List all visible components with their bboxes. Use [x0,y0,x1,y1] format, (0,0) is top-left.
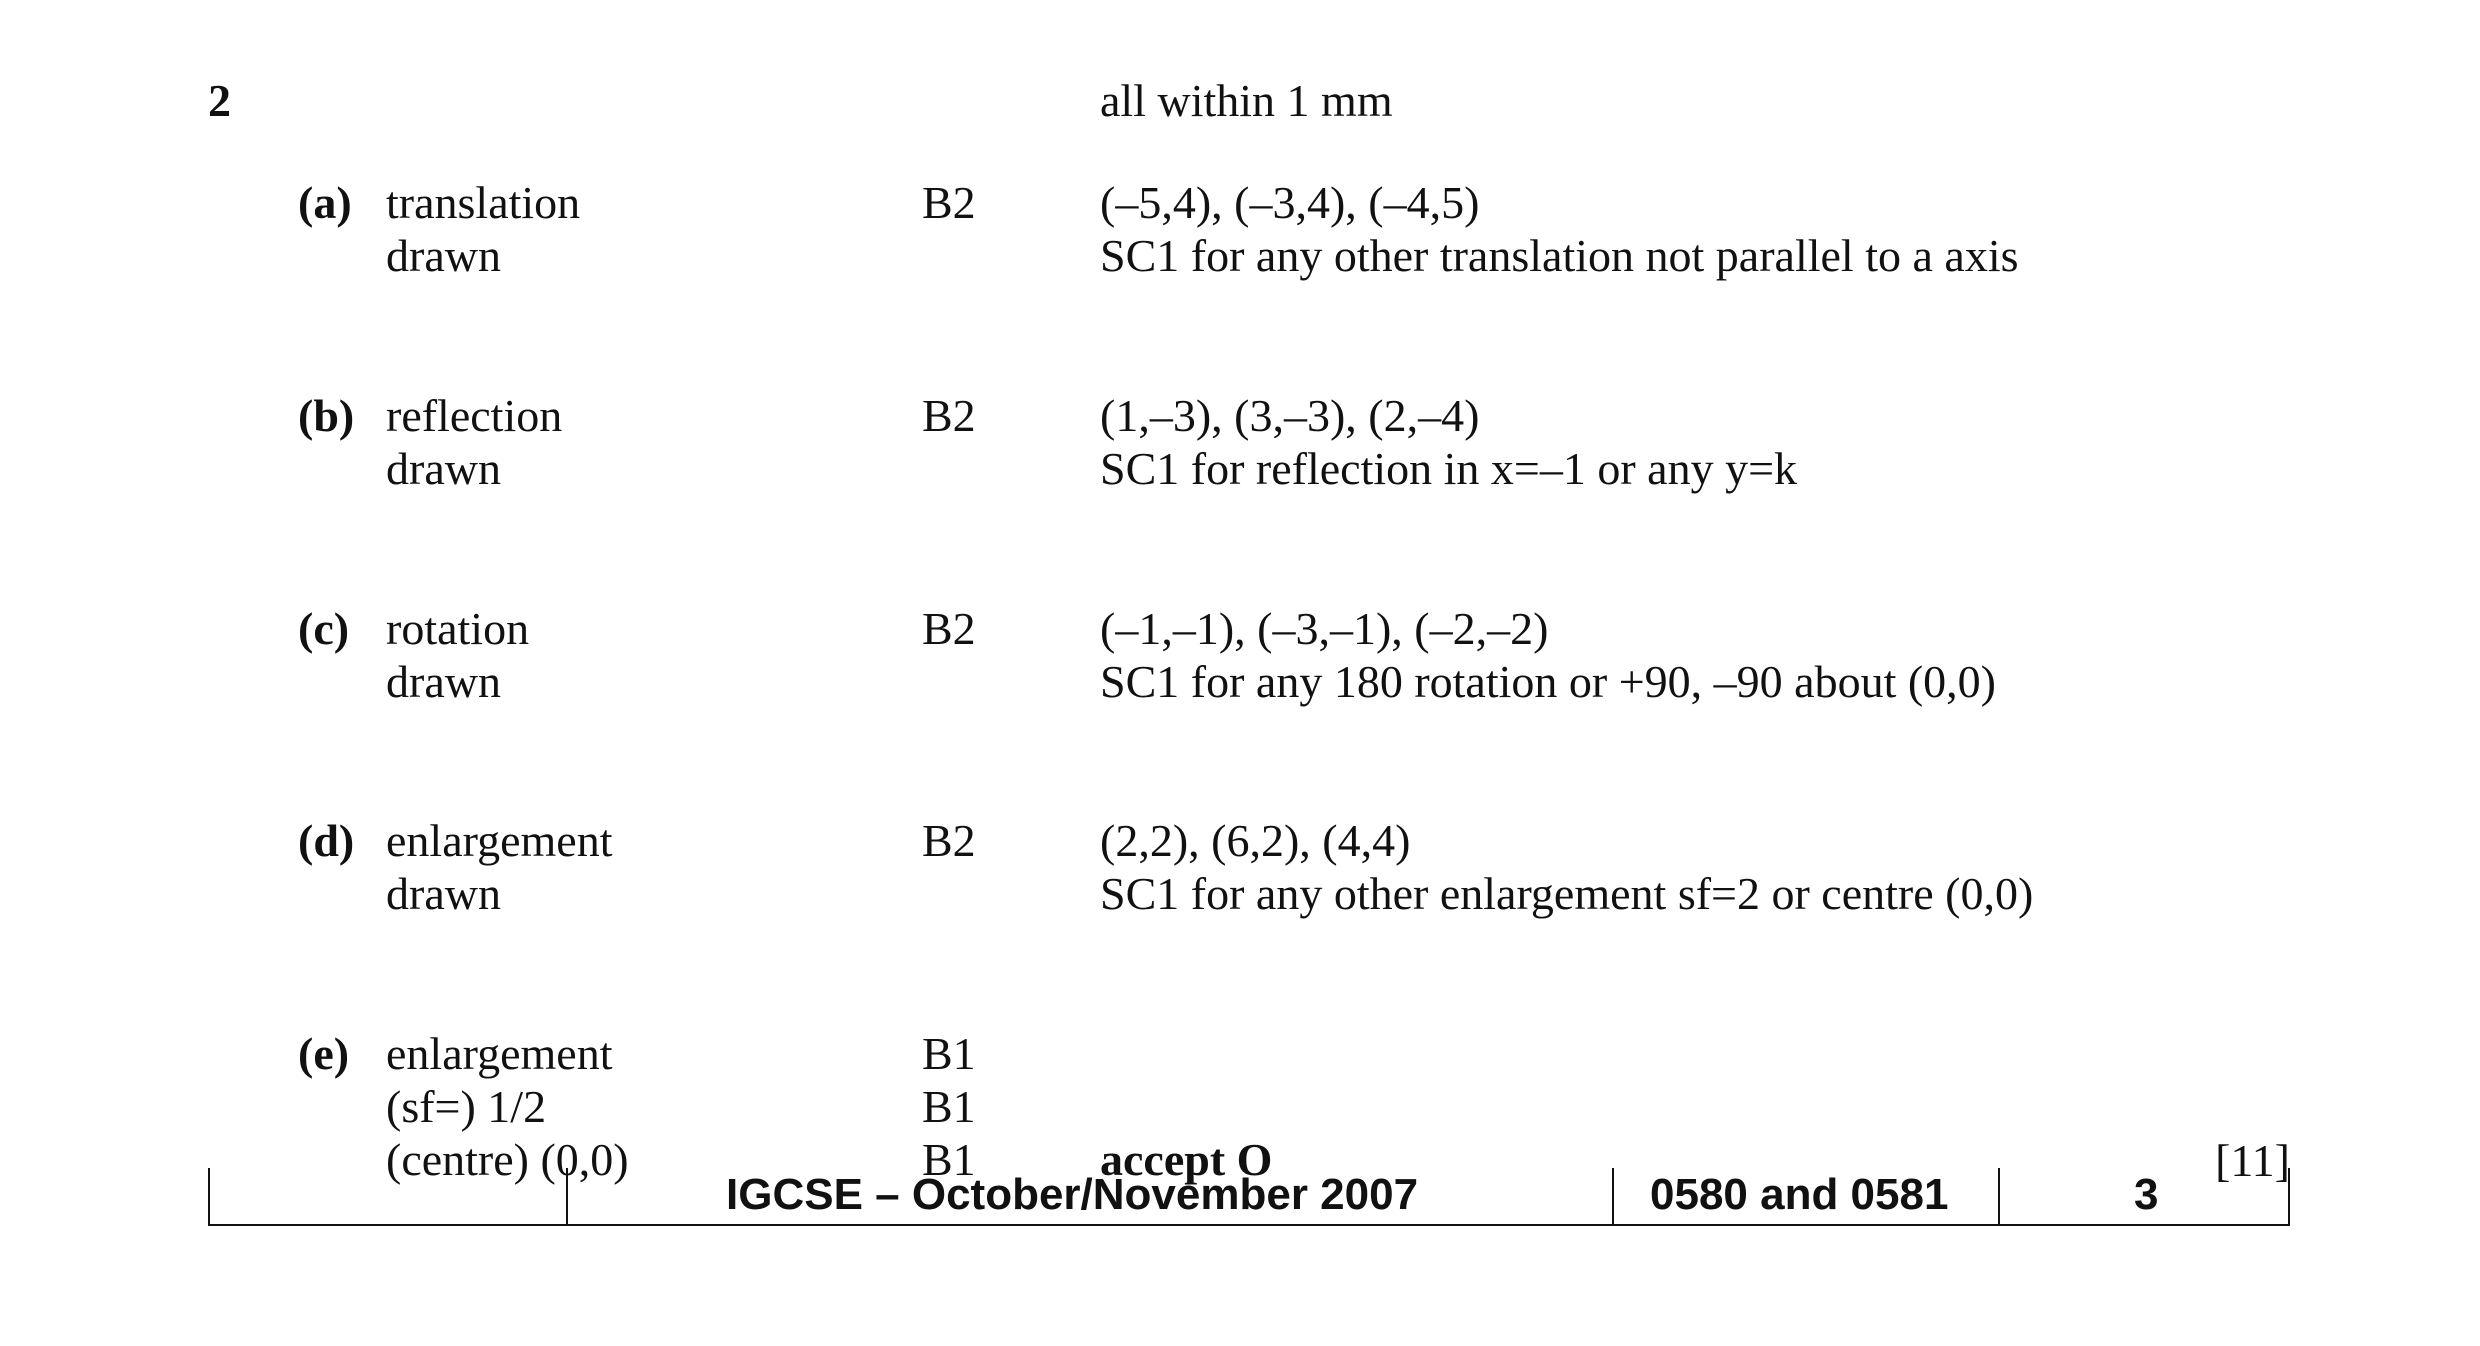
part-description [386,176,580,282]
part-marks [922,1027,976,1186]
desc-line: drawn [386,443,501,494]
part-description [386,389,562,495]
part-label: (a) [298,177,352,228]
general-note: all within 1 mm [1100,75,1393,126]
note-line: (2,2), (6,2), (4,4) [1100,815,1411,866]
desc-line: enlargement [386,1028,613,1079]
part-description [386,1027,629,1186]
desc-line: (sf=) 1/2 [386,1081,547,1132]
footer-divider [1612,1168,1614,1224]
part-marks [922,814,976,867]
footer-exam-session: IGCSE – October/November 2007 [726,1170,1419,1219]
footer-paper-number: 3 [2134,1170,2159,1219]
desc-line: translation [386,177,581,228]
mark-code: B2 [922,603,976,654]
desc-line: drawn [386,656,501,707]
desc-line: reflection [386,390,563,441]
mark-code: B1 [922,1028,976,1079]
part-marks [922,176,976,229]
desc-line: drawn [386,868,501,919]
part-notes [1100,176,2019,282]
part-notes [1100,602,1996,708]
part-notes [1100,389,1797,495]
part-marks [922,602,976,655]
part-marks [922,389,976,442]
desc-line: enlargement [386,815,613,866]
question-number: 2 [208,75,231,126]
footer-divider [1998,1168,2000,1224]
note-line: SC1 for reflection in x=–1 or any y=k [1100,443,1798,494]
desc-line: drawn [386,230,501,281]
mark-code: B2 [922,390,976,441]
footer-divider [2288,1168,2290,1224]
desc-line: rotation [386,603,530,654]
note-line: accept O [1100,1134,1273,1185]
note-line: SC1 for any other translation not parallel to a axis [1100,230,2019,281]
part-label: (e) [298,1028,350,1079]
footer-divider [208,1168,210,1224]
part-label: (c) [298,603,350,654]
mark-code: B2 [922,177,976,228]
mark-code: B1 [922,1134,976,1185]
part-description [386,602,529,708]
part-description [386,814,613,920]
footer-divider [566,1168,568,1224]
part-label: (b) [298,390,355,441]
mark-code: B2 [922,815,976,866]
mark-code: B1 [922,1081,976,1132]
part-label: (d) [298,815,355,866]
question-total-marks: [11] [2215,1135,2290,1186]
note-line: SC1 for any 180 rotation or +90, –90 about (0,0) [1100,656,1996,707]
note-line: SC1 for any other enlargement sf=2 or centre (0,0) [1100,868,2034,919]
page-footer [208,1168,2290,1226]
note-line: (–5,4), (–3,4), (–4,5) [1100,177,1480,228]
note-line: (1,–3), (3,–3), (2,–4) [1100,390,1480,441]
note-line: (–1,–1), (–3,–1), (–2,–2) [1100,603,1549,654]
part-notes [1100,814,2033,920]
desc-line: (centre) (0,0) [386,1134,629,1185]
footer-syllabus: 0580 and 0581 [1650,1170,1949,1219]
